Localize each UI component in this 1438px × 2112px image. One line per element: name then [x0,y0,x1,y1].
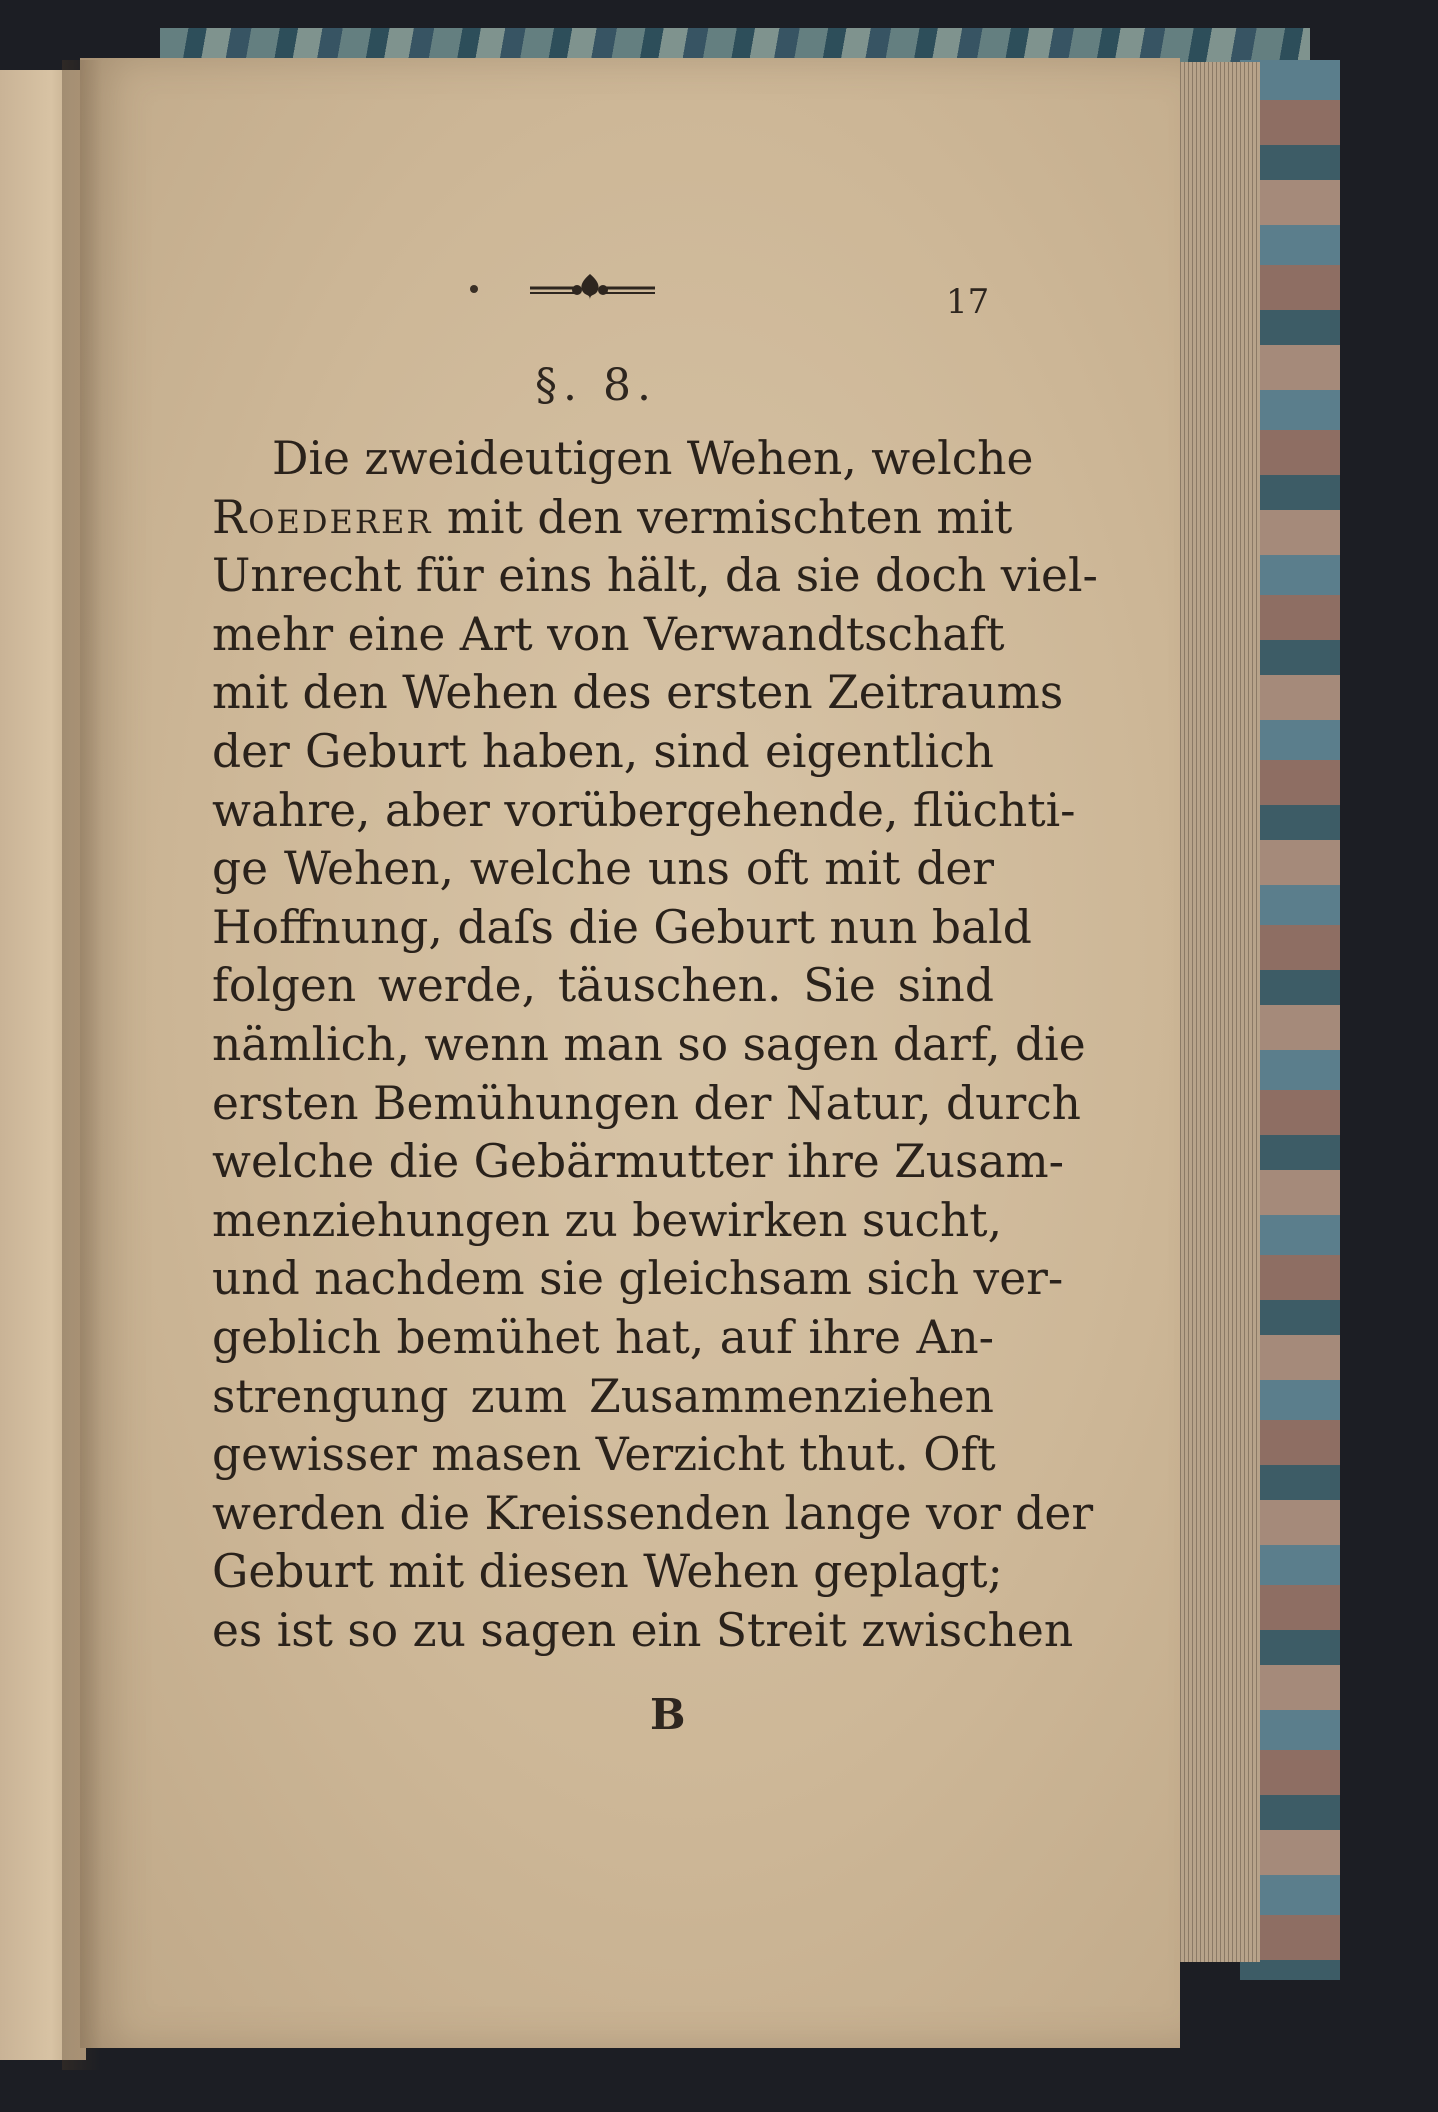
text-line: nämlich, wenn man so sagen darf, die [212,1017,1086,1071]
text-line: der Geburt haben, sind eigentlich [212,724,994,778]
signature-mark: B [650,1690,686,1739]
text-line: Hoffnung, daſs die Geburt nun bald [212,900,1032,954]
text-line: strengung zum Zusammenziehen [212,1369,994,1423]
text-line: ge Wehen, welche uns oft mit der [212,842,994,896]
body-text [212,430,1098,1660]
text-line: ersten Bemühungen der Natur, durch [212,1076,1081,1130]
text-line: folgen werde, täuschen. Sie sind [212,959,994,1013]
section-heading: §. 8. [535,360,657,411]
text-line: welche die Gebärmutter ihre Zusam- [212,1135,1065,1189]
text-line: werden die Kreissenden lange vor der [212,1486,1094,1540]
text-line: Die zweideutigen Wehen, welche [272,432,1034,485]
text-line: wahre, aber vorübergehende, flüchti- [212,783,1076,837]
text-line: mit den Wehen des ersten Zeitraums [212,666,1064,720]
page-number: 17 [946,282,990,322]
gutter-shadow [62,60,102,2070]
text-line: Geburt mit diesen Wehen geplagt; [212,1545,1003,1599]
text-line: Unrecht für eins hält, da sie doch viel- [212,549,1098,603]
text-line: Roederer mit den vermischten mit [212,490,1013,544]
text-line: geblich bemühet hat, auf ihre An- [212,1310,994,1364]
text-line: gewisser masen Verzicht thut. Oft [212,1428,996,1482]
author-name: Roederer [212,490,433,544]
text-line: menziehungen zu bewirken sucht, [212,1193,1003,1247]
fleuron-ornament-icon [455,268,705,308]
text-line: es ist so zu sagen ein Streit zwischen [212,1603,1074,1657]
text-line: mehr eine Art von Verwandtschaft [212,607,1005,661]
text-line: und nachdem sie gleichsam sich ver- [212,1252,1064,1306]
